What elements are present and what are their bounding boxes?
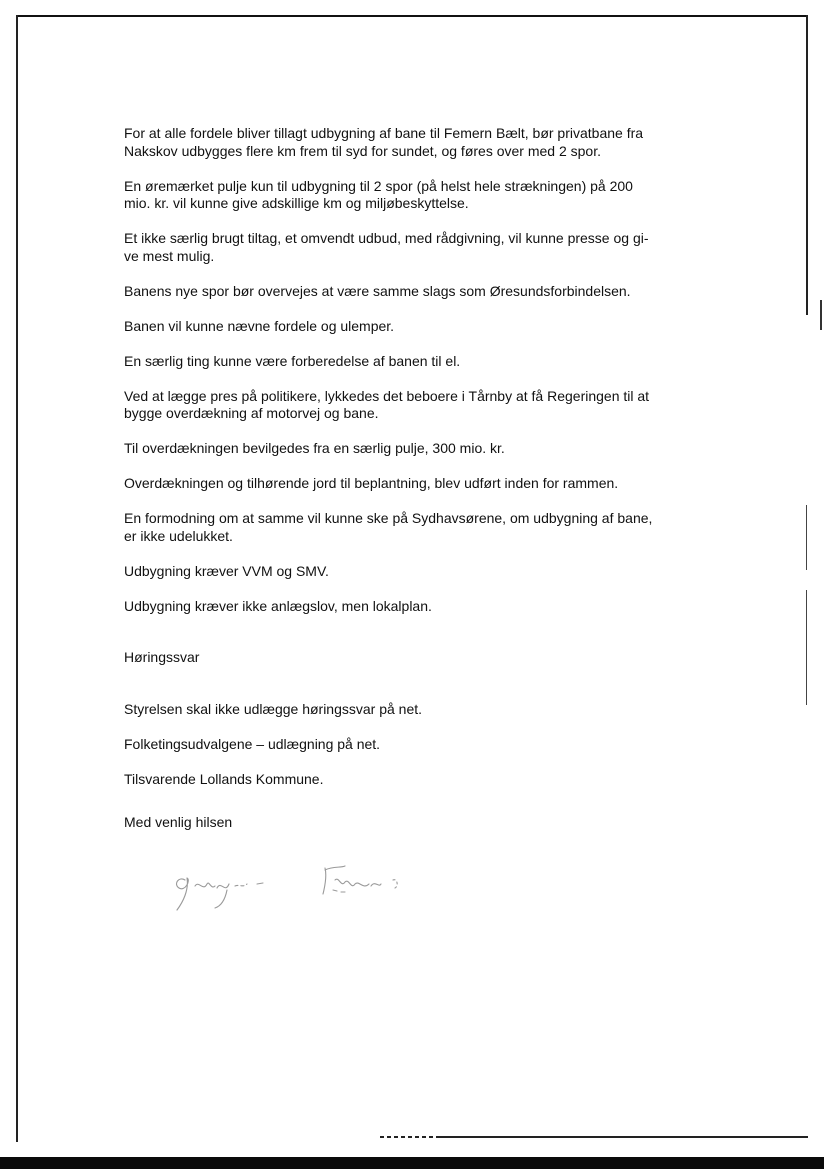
paragraph: Banens nye spor bør overvejes at være samme slags som Øresundsforbindelsen. — [124, 282, 631, 299]
paragraph: Udbygning kræver VVM og SMV. — [124, 562, 329, 579]
scan-border-top — [16, 15, 808, 17]
closing-salutation: Med venlig hilsen — [124, 814, 233, 830]
letter-body — [124, 125, 724, 832]
handwritten-signature — [165, 850, 435, 930]
scan-border-right-fragment — [806, 505, 807, 570]
scan-edge-mark — [820, 300, 822, 330]
paragraph: Overdækningen og tilhørende jord til beplantning, blev udført inden for rammen. — [124, 475, 619, 491]
paragraph: Til overdækningen bevilgedes fra en særlig pulje, 300 mio. kr. — [124, 440, 505, 456]
paragraph: En formodning om at samme vil kunne ske på Sydhavsørene, om udbygning af bane, er ikke udelukket. — [124, 510, 653, 544]
scan-border-bottom — [380, 1136, 808, 1138]
paragraph: Banen vil kunne nævne fordele og ulemper. — [124, 317, 395, 334]
scan-border-right-fragment — [806, 590, 807, 705]
scan-bottom-bar — [0, 1157, 824, 1169]
paragraph: Ved at lægge pres på politikere, lykkedes det beboere i Tårnby at få Regeringen til at bygge overdækning af motorvej og bane. — [124, 387, 650, 421]
scan-border-bottom-dash — [380, 1136, 440, 1138]
scan-border-right — [806, 15, 808, 315]
paragraph: En øremærket pulje kun til udbygning til 2 spor (på helst hele strækningen) på 200 mio. kr. vil kunne give adskillige km og miljøbeskyttelse. — [124, 177, 633, 211]
scan-border-left — [16, 15, 18, 1142]
paragraph: Styrelsen skal ikke udlægge høringssvar på net. — [124, 700, 423, 717]
paragraph: For at alle fordele bliver tillagt udbygning af bane til Femern Bælt, bør privatbane fra Nakskov udbygges flere km frem til syd for sundet, og føres over med 2 spor. — [124, 125, 644, 159]
section-heading: Høringssvar — [124, 649, 200, 665]
paragraph: Tilsvarende Lollands Kommune. — [124, 770, 324, 787]
paragraph: Udbygning kræver ikke anlægslov, men lokalplan. — [124, 597, 432, 614]
paragraph: En særlig ting kunne være forberedelse af banen til el. — [124, 352, 461, 369]
paragraph: Folketingsudvalgene – udlægning på net. — [124, 735, 381, 752]
paragraph: Et ikke særlig brugt tiltag, et omvendt udbud, med rådgivning, vil kunne presse og gi- ve mest mulig. — [124, 230, 649, 264]
